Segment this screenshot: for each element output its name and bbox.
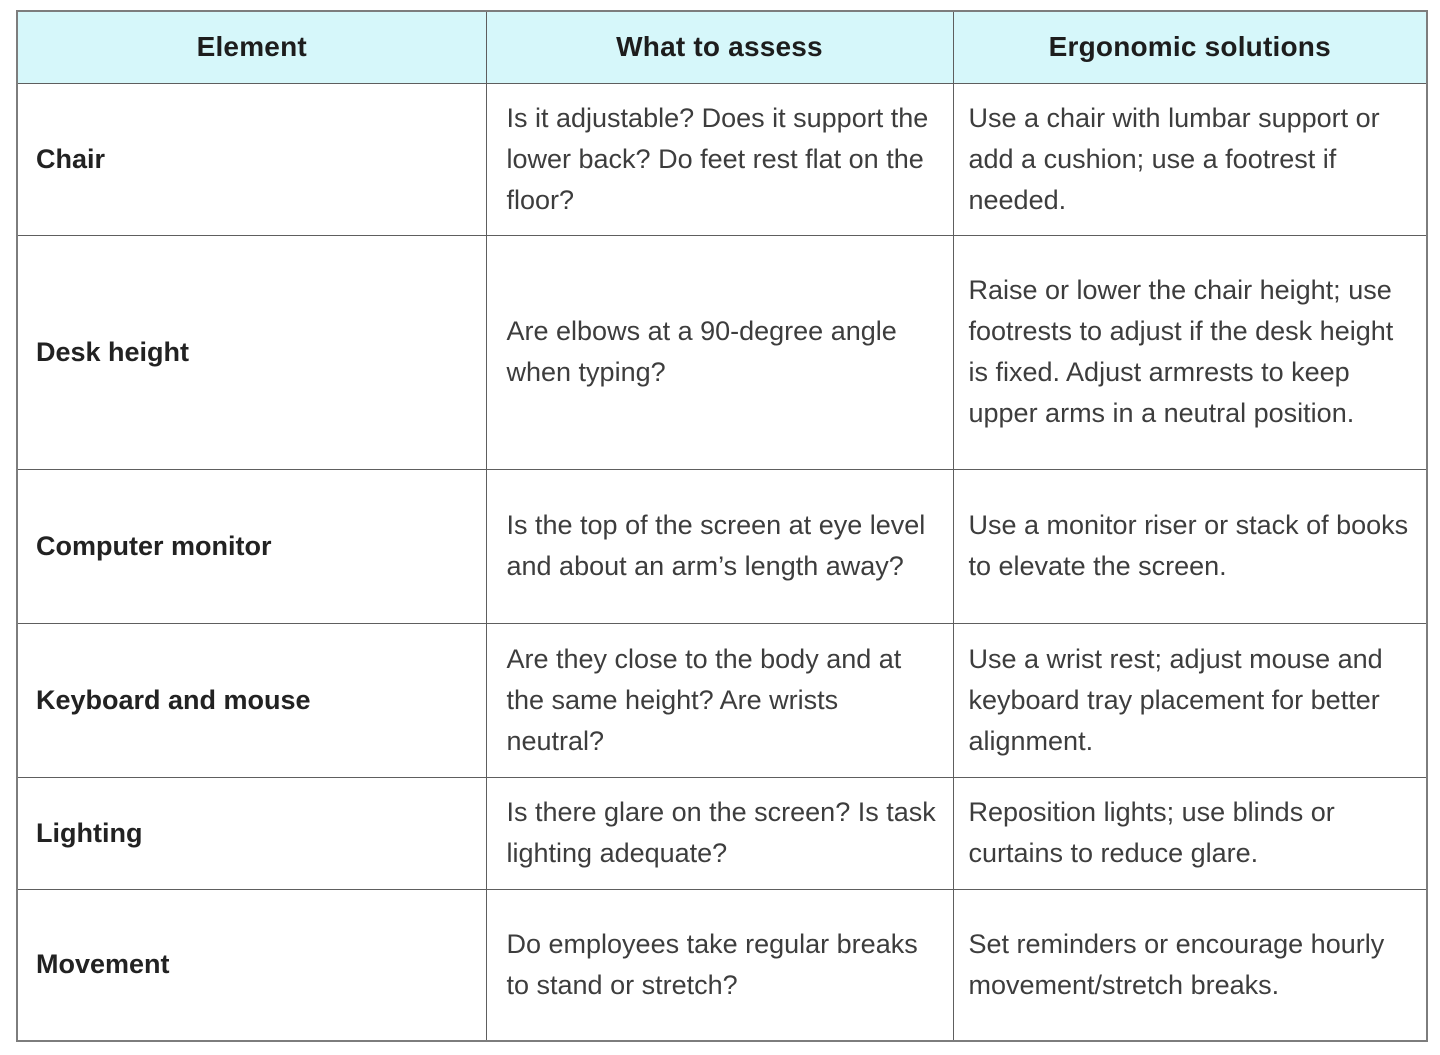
element-cell: Movement xyxy=(17,889,486,1041)
assess-cell: Are elbows at a 90-degree angle when typing? xyxy=(486,235,953,469)
element-cell: Keyboard and mouse xyxy=(17,623,486,777)
solution-cell: Use a chair with lumbar support or add a cushion; use a footrest if needed. xyxy=(953,83,1427,235)
column-header-ergonomic-solutions: Ergonomic solutions xyxy=(953,11,1427,83)
solution-cell: Use a monitor riser or stack of books to elevate the screen. xyxy=(953,469,1427,623)
element-cell: Computer monitor xyxy=(17,469,486,623)
assess-cell: Are they close to the body and at the same height? Are wrists neutral? xyxy=(486,623,953,777)
table-row-chair xyxy=(17,83,1427,235)
assess-cell: Do employees take regular breaks to stand or stretch? xyxy=(486,889,953,1041)
solution-cell: Reposition lights; use blinds or curtains to reduce glare. xyxy=(953,777,1427,889)
assess-cell: Is the top of the screen at eye level and about an arm’s length away? xyxy=(486,469,953,623)
table-row-computer-monitor xyxy=(17,469,1427,623)
solution-cell: Set reminders or encourage hourly movement/stretch breaks. xyxy=(953,889,1427,1041)
column-header-what-to-assess: What to assess xyxy=(486,11,953,83)
table-row-movement xyxy=(17,889,1427,1041)
solution-cell: Raise or lower the chair height; use footrests to adjust if the desk height is fixed. Adjust armrests to keep upper arms in a neutral position. xyxy=(953,235,1427,469)
table-row-lighting xyxy=(17,777,1427,889)
table-row-desk-height xyxy=(17,235,1427,469)
header-row xyxy=(17,11,1427,83)
ergonomics-assessment-table xyxy=(16,10,1428,1042)
table-row-keyboard-and-mouse xyxy=(17,623,1427,777)
assess-cell: Is there glare on the screen? Is task lighting adequate? xyxy=(486,777,953,889)
solution-cell: Use a wrist rest; adjust mouse and keyboard tray placement for better alignment. xyxy=(953,623,1427,777)
element-cell: Chair xyxy=(17,83,486,235)
column-header-element: Element xyxy=(17,11,486,83)
assess-cell: Is it adjustable? Does it support the lower back? Do feet rest flat on the floor? xyxy=(486,83,953,235)
element-cell: Lighting xyxy=(17,777,486,889)
element-cell: Desk height xyxy=(17,235,486,469)
